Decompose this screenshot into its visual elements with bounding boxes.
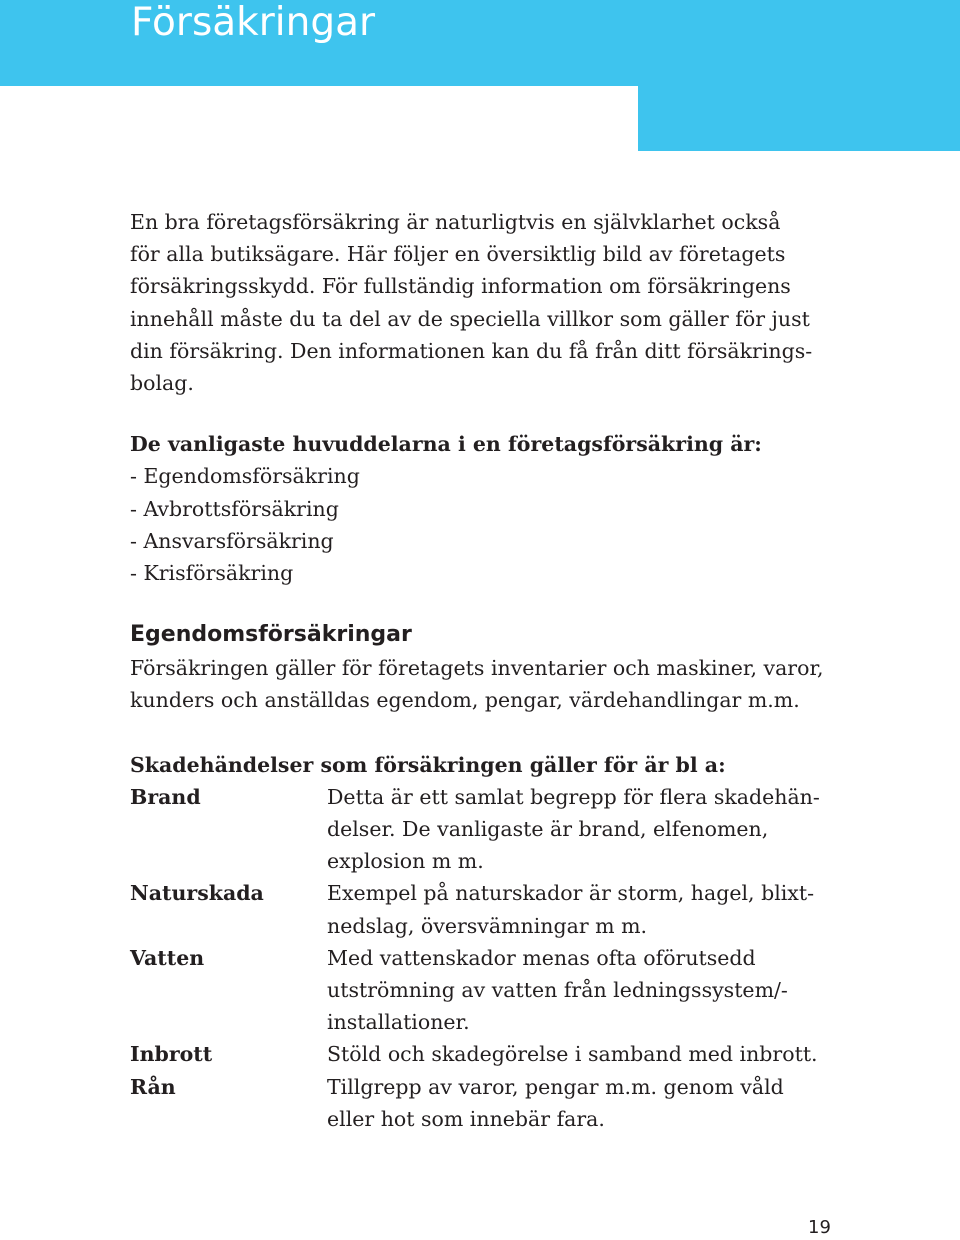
list-item: - Avbrottsförsäkring	[130, 496, 339, 521]
definition-term: Vatten	[130, 945, 205, 970]
list-item: - Egendomsförsäkring	[130, 464, 360, 489]
property-section	[130, 618, 850, 716]
definition-table	[130, 781, 850, 1135]
intro-line: En bra företagsförsäkring är naturligtvis en självklarhet också	[130, 210, 781, 234]
intro-line: innehåll måste du ta del av de speciella villkor som gäller för just	[130, 306, 810, 331]
property-line: kunders och anställdas egendom, pengar, värdehandlingar m.m.	[130, 688, 800, 713]
section-heading: Egendomsförsäkringar	[130, 622, 412, 648]
property-line: Försäkringen gäller för företagets inventarier och maskiner, varor,	[130, 656, 824, 681]
list-item: - Ansvarsförsäkring	[130, 528, 334, 553]
main-parts-block	[130, 428, 850, 589]
page-title: Försäkringar	[131, 0, 376, 45]
definition-term: Rån	[130, 1074, 176, 1099]
definition-row	[130, 1071, 850, 1135]
definition-term: Naturskada	[130, 881, 264, 906]
definition-term: Inbrott	[130, 1042, 213, 1067]
damage-events-section	[130, 749, 850, 1135]
definition-row	[130, 1038, 850, 1070]
definition-row	[130, 942, 850, 1039]
definition-term: Brand	[130, 784, 201, 809]
intro-line: försäkringsskydd. För fullständig information om försäkringens	[130, 274, 791, 299]
definition-description: Detta är ett samlat begrepp för flera skadehän- delser. De vanligaste är brand, elfenomen, explosion m m.	[327, 784, 820, 874]
definition-description: Stöld och skadegörelse i samband med inbrott.	[327, 1042, 818, 1067]
definition-description: Tillgrepp av varor, pengar m.m. genom våld eller hot som innebär fara.	[327, 1074, 784, 1131]
main-parts-list	[130, 460, 850, 589]
main-parts-heading: De vanligaste huvuddelarna i en företagsförsäkring är:	[130, 432, 762, 457]
page-number: 19	[808, 1217, 831, 1238]
intro-line: din försäkring. Den informationen kan du få från ditt försäkrings-	[130, 338, 813, 363]
intro-line: för alla butiksägare. Här följer en översiktlig bild av företagets	[130, 242, 786, 267]
definition-row	[130, 781, 850, 878]
definition-description: Exempel på naturskador är storm, hagel, blixt- nedslag, översvämningar m m.	[327, 881, 815, 938]
list-item: - Krisförsäkring	[130, 561, 294, 586]
definition-row	[130, 877, 850, 941]
definition-description: Med vattenskador menas ofta oförutsedd utströmning av vatten från ledningssystem/- installationer.	[327, 945, 788, 1035]
page-content	[130, 206, 850, 1135]
intro-paragraph	[130, 206, 850, 399]
damage-events-heading: Skadehändelser som försäkringen gäller för är bl a:	[130, 752, 726, 777]
intro-line: bolag.	[130, 371, 194, 396]
header-tab-block	[638, 86, 960, 151]
